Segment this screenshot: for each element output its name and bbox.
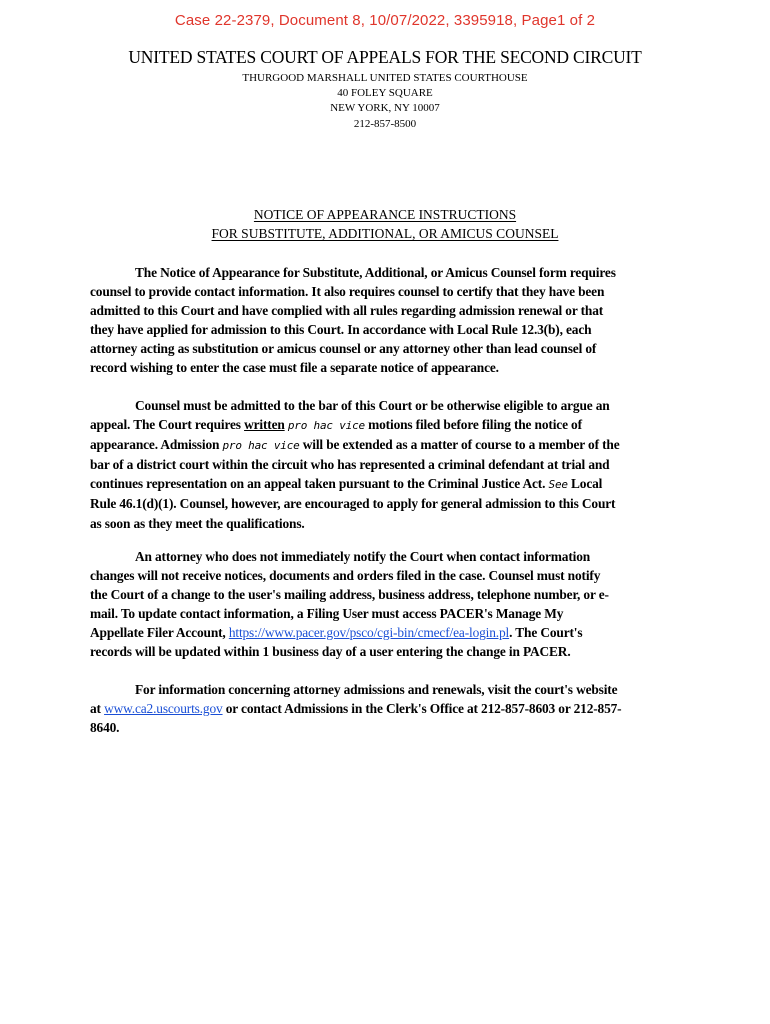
paragraph-line bbox=[90, 435, 672, 455]
paragraph-line: mail. To update contact information, a Filing User must access PACER's Manage My bbox=[90, 606, 564, 622]
notice-title-line-1: NOTICE OF APPEARANCE INSTRUCTIONS bbox=[253, 207, 517, 222]
paragraph-line: attorney acting as substitution or amicus counsel or any attorney other than lead counsel of bbox=[90, 341, 597, 357]
paragraph-line bbox=[90, 699, 672, 718]
text-run: motions filed before filing the notice of bbox=[364, 417, 582, 433]
court-name: UNITED STATES COURT OF APPEALS FOR THE SECOND CIRCUIT bbox=[128, 47, 642, 67]
paragraph-line: The Notice of Appearance for Substitute, Additional, or Amicus Counsel form requires bbox=[135, 265, 616, 280]
courthouse-name: THURGOOD MARSHALL UNITED STATES COURTHOUSE bbox=[242, 72, 528, 84]
paragraph-line: counsel to provide contact information. It also requires counsel to certify that they have been bbox=[90, 284, 605, 300]
citation-signal: See bbox=[548, 478, 568, 492]
paragraph-line: For information concerning attorney admissions and renewals, visit the court's website bbox=[135, 682, 618, 697]
court-website-link[interactable]: www.ca2.uscourts.gov bbox=[104, 701, 223, 717]
text-run: continues representation on an appeal taken pursuant to the Criminal Justice Act. bbox=[90, 476, 549, 492]
paragraph-line: the Court of a change to the user's mailing address, business address, telephone number, or e- bbox=[90, 587, 609, 603]
paragraph-line: record wishing to enter the case must file a separate notice of appearance. bbox=[90, 360, 499, 376]
text-run: . The Court's bbox=[509, 625, 583, 641]
case-stamp: Case 22-2379, Document 8, 10/07/2022, 3395918, Page1 of 2 bbox=[174, 12, 596, 29]
paragraph-line bbox=[90, 474, 672, 494]
text-run: at bbox=[90, 701, 105, 717]
paragraph-notice-requirements bbox=[90, 263, 672, 378]
text-run: or contact Admissions in the Clerk's Office at 212-857-8603 or 212-857- bbox=[222, 701, 622, 717]
paragraph-line: bar of a district court within the circuit who has represented a criminal defendant at trial and bbox=[90, 457, 610, 473]
text-run: Local bbox=[567, 476, 603, 492]
pacer-login-link[interactable]: https://www.pacer.gov/psco/cgi-bin/cmecf/ea-login.pl bbox=[228, 625, 510, 641]
paragraph-line: admitted to this Court and have complied with all rules regarding admission renewal or that bbox=[90, 303, 604, 319]
paragraph-line: An attorney who does not immediately notify the Court when contact information bbox=[135, 549, 591, 564]
latin-phrase: pro hac vice bbox=[222, 439, 300, 453]
latin-phrase: pro hac vice bbox=[287, 419, 365, 433]
city-address: NEW YORK, NY 10007 bbox=[330, 102, 440, 114]
court-phone: 212-857-8500 bbox=[353, 118, 417, 130]
paragraph-line bbox=[90, 623, 672, 642]
paragraph-line: they have applied for admission to this Court. In accordance with Local Rule 12.3(b), each bbox=[90, 322, 592, 338]
paragraph-line: records will be updated within 1 business day of a user entering the change in PACER. bbox=[90, 644, 571, 660]
paragraph-line: Rule 46.1(d)(1). Counsel, however, are encouraged to apply for general admission to this Court bbox=[90, 496, 616, 512]
paragraph-line bbox=[90, 415, 672, 435]
text-run: will be extended as a matter of course to a member of the bbox=[299, 437, 620, 453]
text-run: appearance. Admission bbox=[90, 437, 223, 453]
emphasis-written: written bbox=[244, 417, 285, 433]
paragraph-contact-updates bbox=[90, 547, 672, 662]
text-run: Appellate Filer Account, bbox=[90, 625, 229, 641]
paragraph-admission bbox=[90, 396, 672, 533]
street-address: 40 FOLEY SQUARE bbox=[337, 87, 433, 99]
paragraph-line: changes will not receive notices, documents and orders filed in the case. Counsel must notify bbox=[90, 568, 601, 584]
paragraph-admissions-info bbox=[90, 680, 672, 737]
notice-title-line-2: FOR SUBSTITUTE, ADDITIONAL, OR AMICUS COUNSEL bbox=[211, 226, 559, 241]
text-run: appeal. The Court requires bbox=[90, 417, 245, 433]
paragraph-line: 8640. bbox=[90, 720, 120, 736]
paragraph-line: as soon as they meet the qualifications. bbox=[90, 515, 305, 531]
paragraph-line: Counsel must be admitted to the bar of this Court or be otherwise eligible to argue an bbox=[135, 398, 610, 413]
